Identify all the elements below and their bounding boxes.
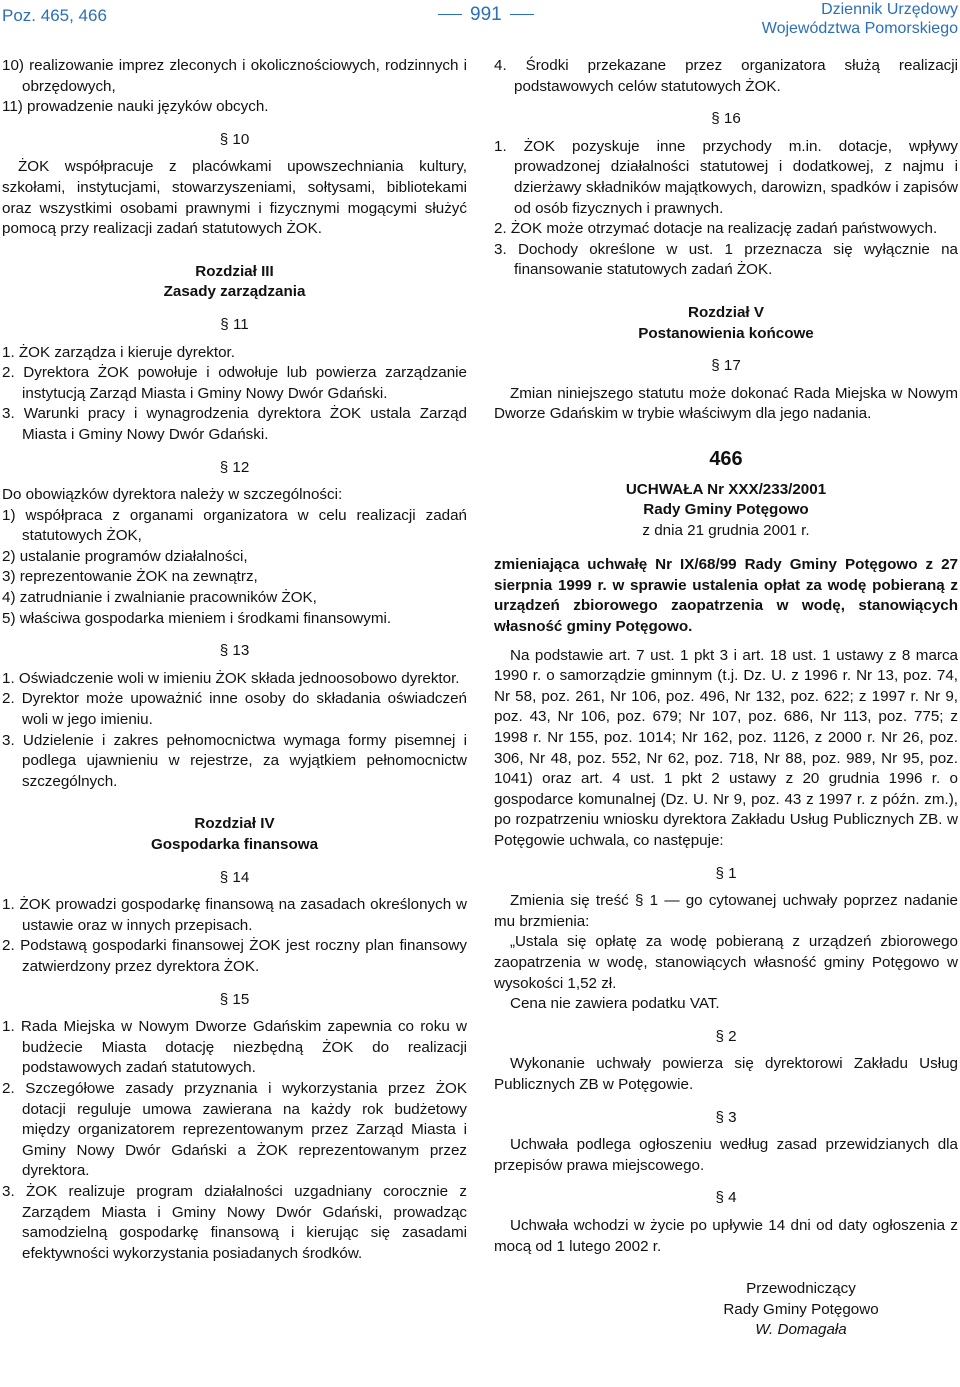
section-sign-4: § 4	[715, 1189, 737, 1207]
section-1-vat-note: Cena nie zawiera podatku VAT.	[510, 995, 720, 1013]
resolution-legal-basis: Na podstawie art. 7 ust. 1 pkt 3 i art. 18 ust. 1 ustawy z 8 marca 1990 r. o samorządzie gminnym (t.j. Dz. U. z 1996 r. Nr 13, poz. 74, Nr 58, poz. 261, Nr 106, poz. 496, Nr 132, poz. 622; z 1997 r. Nr 9, poz. 43, Nr 106, poz. 679; Nr 107, poz. 686, Nr 113, poz. 775; z 1998 r. Nr 155, poz. 1014; Nr 162, poz. 1126, z 2000 r. Nr 26, poz. 306, Nr 48, poz. 552, Nr 62, poz. 718, Nr 88, poz. 989, Nr 95, poz. 1041) oraz art. 4 ust. 1 pkt 2 ustawy z 20 grudnia 1996 r. o gospodarce komunalnej (Dz. U. Nr 9, poz. 43 z 1997 r. z późn. zm.), po rozpatrzeniu wniosku dyrektora Zakładu Usług Publicznych ZB. w Potęgowie uchwala, co następuje:	[494, 646, 958, 849]
chapter-4-heading	[2, 814, 467, 855]
header-page-number: 991	[430, 4, 542, 26]
list-item: 1. ŻOK prowadzi gospodarkę finansową na zasadach określonych w ustawie oraz w innych przepisach.	[2, 896, 467, 934]
header-journal-line1: Dziennik Urzędowy	[821, 1, 958, 18]
list-item: 1. ŻOK pozyskuje inne przychody m.in. dotacje, wpływy prowadzonej działalności statutowej i dodatkowej, z najmu i dzierżawy składników majątkowych, darowizn, spadków i zapisów od osób fizycznych i prawnych.	[494, 137, 958, 217]
chapter-5-heading	[494, 303, 958, 344]
resolution-title: UCHWAŁA Nr XXX/233/2001	[625, 480, 827, 498]
list-item: 2. Dyrektor może upoważnić inne osoby do składania oświadczeń woli w jego imieniu.	[2, 690, 467, 729]
section-sign-17: § 17	[711, 357, 741, 375]
list-item: 3. ŻOK realizuje program działalności uzgadniany corocznie z Zarządem Miasta i Gminy Nowy Dwór Gdański, prowadząc samodzielną gospodarkę finansową i kierując się zasadami efektywności wykorzystania posiadanych środków.	[2, 1182, 467, 1262]
section-10-text: ŻOK współpracuje z placówkami upowszechniania kultury, szkołami, instytucjami, stowarzyszeniami, sołtysami, bibliotekami oraz wszystkimi osobami prawnymi i fizycznymi mogącymi służyć pomocą przy realizacji zadań statutowych ŻOK.	[2, 158, 467, 238]
signature-block	[494, 1279, 958, 1341]
left-column	[2, 56, 467, 1264]
section-1-quote: „Ustala się opłatę za wodę pobieraną z urządzeń zbiorowego zaopatrzenia w wodę, stanowiących własność gminy Potęgowo w wysokości 1,52 zł.	[494, 933, 958, 992]
chapter-subtitle: Postanowienia końcowe	[638, 324, 814, 342]
chapter-title: Rozdział IV	[194, 815, 275, 833]
section-sign-12: § 12	[219, 458, 250, 476]
list-item: 1. ŻOK zarządza i kieruje dyrektor.	[2, 343, 235, 361]
chapter-title: Rozdział V	[688, 303, 764, 321]
section-12-intro: Do obowiązków dyrektora należy w szczególności:	[2, 486, 343, 504]
list-item: 10) realizowanie imprez zleconych i okolicznościowych, rodzinnych i obrzędowych,	[2, 57, 467, 95]
section-sign-11: § 11	[220, 315, 249, 333]
resolution-date: z dnia 21 grudnia 2001 r.	[642, 521, 810, 539]
header-journal-line2: Województwa Pomorskiego	[761, 20, 958, 37]
list-item: 2) ustalanie programów działalności,	[2, 547, 248, 565]
chapter-subtitle: Gospodarka finansowa	[150, 836, 319, 853]
list-item: 3) reprezentowanie ŻOK na zewnątrz,	[2, 568, 258, 586]
list-item: 5) właściwa gospodarka mieniem i środkami finansowymi.	[2, 609, 392, 627]
right-column	[494, 56, 958, 1341]
list-item: 2. ŻOK może otrzymać dotacje na realizację zadań państwowych.	[494, 220, 938, 238]
list-item: 2. Podstawą gospodarki finansowej ŻOK jest roczny plan finansowy zatwierdzony przez dyrektora ŻOK.	[2, 937, 467, 975]
signature-role: Przewodniczący	[746, 1280, 856, 1298]
resolution-subject: zmieniająca uchwałę Nr IX/68/99 Rady Gminy Potęgowo z 27 sierpnia 1999 r. w sprawie ustalenia opłat za wodę pobieraną z urządzeń zbiorowego zaopatrzenia w wodę, stanowiących własność gminy Potęgowo.	[494, 556, 958, 636]
signature-body: Rady Gminy Potęgowo	[723, 1300, 879, 1318]
chapter-title: Rozdział III	[195, 262, 274, 280]
list-item: 3. Warunki pracy i wynagrodzenia dyrektora ŻOK ustala Zarząd Miasta i Gminy Nowy Dwór Gdański.	[2, 405, 467, 443]
list-item: 4. Środki przekazane przez organizatora służą realizacji podstawowych celów statutowych ŻOK.	[494, 57, 958, 95]
list-item: 11) prowadzenie nauki języków obcych.	[2, 98, 269, 116]
resolution-issuer: Rady Gminy Potęgowo	[643, 501, 809, 519]
header-position-ref: Poz. 465, 466	[2, 6, 107, 25]
list-item: 1. Rada Miejska w Nowym Dworze Gdańskim zapewnia co roku w budżecie Miasta dotację niezbędną ŻOK do realizacji podstawowych zadań statutowych.	[2, 1018, 467, 1077]
list-item: 4) zatrudnianie i zwalnianie pracowników ŻOK,	[2, 589, 317, 607]
section-sign-2: § 2	[715, 1027, 737, 1045]
chapter-3-heading	[2, 262, 467, 303]
list-item: 2. Szczegółowe zasady przyznania i wykorzystania przez ŻOK dotacji reguluje umowa zawierana na każdy rok budżetowy między organizatorem reprezentowanym przez Zarząd Miasta i Gminy Nowy Dwór Gdański a ŻOK reprezentowanym przez dyrektora.	[2, 1079, 467, 1180]
section-sign-14: § 14	[219, 868, 250, 886]
section-sign-16: § 16	[711, 110, 741, 128]
section-2-text: Wykonanie uchwały powierza się dyrektorowi Zakładu Usług Publicznych ZB w Potęgowie.	[494, 1055, 958, 1093]
signature-name: W. Domagała	[755, 1321, 847, 1339]
list-item: 2. Dyrektora ŻOK powołuje i odwołuje lub powierza zarządzanie instytucją Zarząd Miasta i Gminy Nowy Dwór Gdański.	[2, 364, 467, 402]
section-sign-15: § 15	[219, 990, 250, 1008]
section-sign-10: § 10	[219, 130, 250, 148]
section-4-text: Uchwała wchodzi w życie po upływie 14 dni od daty ogłoszenia z mocą od 1 lutego 2002 r.	[494, 1216, 958, 1255]
section-17-text: Zmian niniejszego statutu może dokonać Rada Miejska w Nowym Dworze Gdańskim w trybie właściwym dla jego nadania.	[494, 384, 958, 423]
section-sign-1: § 1	[715, 864, 737, 882]
header-journal-title	[762, 0, 958, 38]
document-number: 466	[709, 447, 743, 470]
chapter-subtitle: Zasady zarządzania	[163, 283, 306, 301]
section-1-text: Zmienia się treść § 1 — go cytowanej uchwały poprzez nadanie mu brzmienia:	[494, 892, 958, 930]
list-item: 1) współpraca z organami organizatora w celu realizacji zadań statutowych ŻOK,	[2, 506, 467, 545]
list-item: 3. Dochody określone w ust. 1 przeznacza się wyłącznie na finansowanie statutowych zadań ŻOK.	[494, 240, 958, 279]
section-sign-13: § 13	[219, 642, 250, 660]
page-header	[0, 0, 960, 44]
list-item: 1. Oświadczenie woli w imieniu ŻOK składa jednoosobowo dyrektor.	[2, 669, 460, 687]
section-sign-3: § 3	[715, 1108, 737, 1126]
list-item: 3. Udzielenie i zakres pełnomocnictwa wymaga formy pisemnej i podlega ujawnieniu w rejestrze, za wyjątkiem pełnomocnictw szczególnych.	[2, 731, 467, 790]
section-3-text: Uchwała podlega ogłoszeniu według zasad przewidzianych dla przepisów prawa miejscowego.	[494, 1136, 958, 1174]
